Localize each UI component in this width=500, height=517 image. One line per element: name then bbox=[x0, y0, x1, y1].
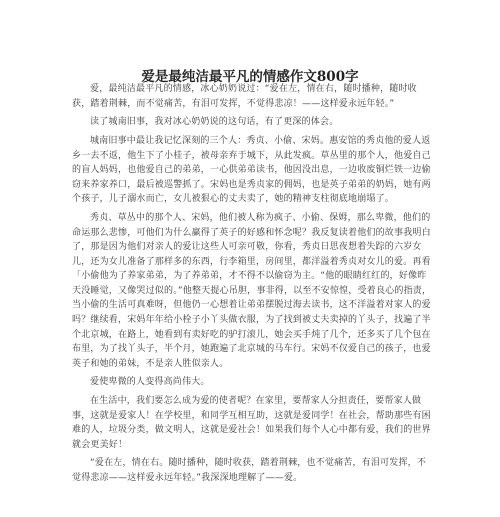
paragraph-3: 城南旧事中最让我记忆深刻的三个人：秀贞、小偷、宋妈。惠安馆的秀贞他的爱人返乡一去不返，他生下了小桂子，被母亲弃于城下，从此发疯。草丛里的那个人，他爱自己的盲人妈妈，也他爱自己的弟弟，一心供弟弟读书，他因没出息，一边收废铜烂铁一边偷窃来养家养口，最后被巡警抓了。宋妈也是秀贞家的佣妈，也是英子弟弟的奶妈，她有两个孩子，儿子溺水而亡，女儿被狠心的丈夫卖了，她的精神支柱彻底地崩塌了。 bbox=[72, 136, 431, 205]
paragraph-2: 读了城南旧事，我对冰心奶奶说的这句话，有了更深的体会。 bbox=[90, 117, 339, 127]
article-title: 爱是最纯洁最平凡的情感作文800字 bbox=[141, 69, 359, 86]
paragraph-7: “爱在左，情在右。随时播种，随时收获，踏着荆棘，也不觉痛苦，有泪可发挥，不觉得悲凉——这样爱永远年轻。”我深深地理解了——爱。 bbox=[72, 458, 427, 483]
paragraph-5: 爱使卑微的人变得高尚伟大。 bbox=[90, 377, 210, 387]
paragraph-6: 在生活中，我们要怎么成为爱的使者呢？在家里，要帮家人分担责任，要帮家人做事，这就是爱家人！在学校里，和同学互相互助，这就是爱同学！在社会，帮助那些有困难的人，垃圾分类，做文明人，这就是爱社会！如果我们每个人心中都有爱，我们的世界就会更美好！ bbox=[72, 396, 431, 450]
paragraph-1: 爱，最纯洁最平凡的情感，冰心奶奶说过：“爱在左，情在右，随时播种，随时收获，踏着荆棘，而不觉痛苦，有泪可发挥，不觉得悲凉！——这样爱永远年轻。” bbox=[72, 84, 417, 109]
paragraph-4: 秀贞、草丛中的那个人、宋妈，他们被人称为疯子、小偷、保姆，那么卑微，他们的命运那么悲惨，可他们为什么赢得了英子的好感和怀念呢？我反复读着他们的故事我明白了，那是因为他们对亲人的爱让这些人可亲可敬，你看，秀贞日思夜想着失踪的六岁女儿，还为女儿准备了那样多的东西，行李箱里，房间里，都洋溢着秀贞对女儿的爱。再看「小偷他为了养家弟弟，为了养弟弟，才不得不以偷窃为主。“他的眼睛红红的，好像昨天没睡觉，又像哭过似的。”他整天提心吊胆，事非得，以至不安惊惶，受着良心的指责，当小偷的生活可真难呀，但他仍一心想着让弟弟摆脱过海去读书，这不洋溢着对家人的爱吗？继续看，宋妈年年给小栓子小丫头做衣服，为了找到被丈夫卖掉的丫头子，找遍了半个北京城，在路上，她看到有卖好吃的驴打滚儿，她会买手炖了几个，还多买了几个包在布里，为了找丫头子，半个月，她跑遍了北京城的马车行。宋妈不仅爱自己的孩子，也爱英子和她的弟妹，不是亲人胜似亲人。 bbox=[72, 213, 432, 369]
